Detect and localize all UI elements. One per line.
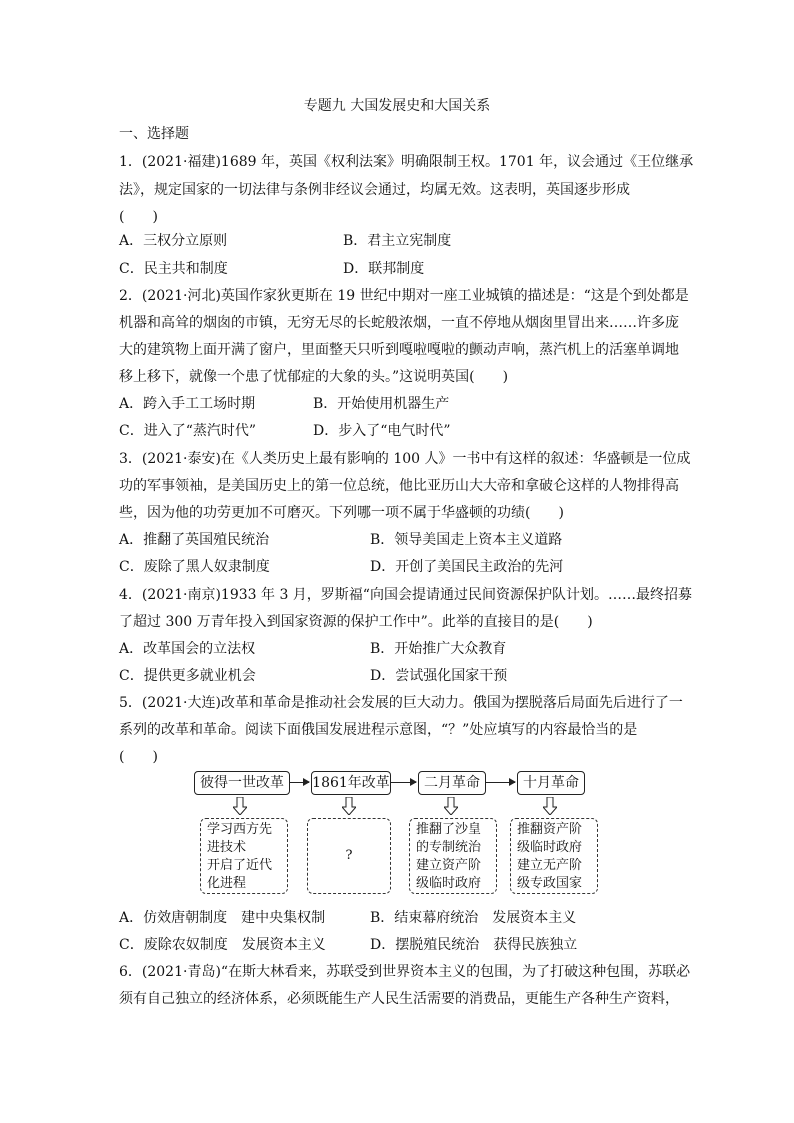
- question-4-line-1: 4．(2021·南京)1933 年 3 月，罗斯福“向国会提请通过民间资源保护队计划。……最终招募: [119, 587, 692, 603]
- question-3-option-d: D．开创了美国民主政治的先河: [370, 559, 564, 575]
- question-2-line-3: 大的建筑物上面开满了窗户，里面整天只听到嘎啦嘎啦的颤动声响，蒸汽机上的活塞单调地: [119, 342, 679, 358]
- russia-development-diagram: [190, 771, 610, 901]
- arrow-down-icon: [233, 797, 247, 815]
- question-5-option-c: C．废除农奴制度 发展资本主义: [119, 937, 326, 953]
- question-3-option-b: B．领导美国走上资本主义道路: [370, 532, 563, 548]
- question-4-option-a: A．改革国会的立法权: [119, 641, 256, 657]
- stage-box-1861: 1861年改革: [311, 771, 391, 795]
- note-box-october: 推翻资产阶 级临时政府 建立无产阶 级专政国家: [510, 818, 598, 894]
- question-3-option-c: C．废除了黑人奴隶制度: [119, 559, 270, 575]
- question-1-option-a: A．三权分立原则: [119, 233, 228, 249]
- question-1-option-b: B．君主立宪制度: [343, 233, 452, 249]
- arrow-right-icon: [390, 782, 416, 783]
- question-1-line-3: ( ): [119, 209, 158, 225]
- question-2-option-a: A．跨入手工工场时期: [119, 396, 256, 412]
- question-2-option-c: C．进入了“蒸汽时代”: [119, 423, 257, 439]
- question-1-line-1: 1．(2021·福建)1689 年，英国《权利法案》明确限制王权。1701 年，议会通过《王位继承: [119, 154, 694, 170]
- question-6-line-1: 6．(2021·青岛)“在斯大林看来，苏联受到世界资本主义的包围，为了打破这种包围，苏联必: [119, 964, 691, 980]
- question-4-option-d: D．尝试强化国家干预: [370, 668, 508, 684]
- stage-box-peter: 彼得一世改革: [194, 771, 290, 795]
- arrow-right-icon: [289, 782, 309, 783]
- question-4-option-c: C．提供更多就业机会: [119, 668, 256, 684]
- question-1-line-2: 法》，规定国家的一切法律与条例非经议会通过，均属无效。这表明，英国逐步形成: [119, 182, 630, 198]
- question-2-line-1: 2．(2021·河北)英国作家狄更斯在 19 世纪中期对一座工业城镇的描述是：“这是个到处都是: [119, 288, 689, 304]
- question-6-line-2: 须有自己独立的经济体系，必须既能生产人民生活需要的消费品，更能生产各种生产资料，: [119, 991, 679, 1007]
- question-3-line-3: 些，因为他的功劳更加不可磨灭。下列哪一项不属于华盛顿的功绩( ): [119, 505, 564, 521]
- arrow-down-icon: [342, 797, 356, 815]
- question-4-line-2: 了超过 300 万青年投入到国家资源的保护工作中”。此举的直接目的是( ): [119, 614, 593, 630]
- question-1-option-c: C．民主共和制度: [119, 261, 228, 277]
- question-5-line-2: 系列的改革和革命。阅读下面俄国发展进程示意图，“？”处应填写的内容最恰当的是: [119, 722, 638, 738]
- note-box-peter: 学习西方先 进技术 开启了近代 化进程: [200, 818, 288, 894]
- question-5-option-b: B．结束幕府统治 发展资本主义: [370, 910, 577, 926]
- question-5-option-d: D．摆脱殖民统治 获得民族独立: [370, 937, 578, 953]
- note-box-unknown: ?: [307, 818, 391, 894]
- question-3-line-1: 3．(2021·泰安)在《人类历史上最有影响的 100 人》一书中有这样的叙述：华盛顿是一位成: [119, 451, 691, 467]
- arrow-down-icon: [543, 797, 557, 815]
- question-2-option-d: D．步入了“电气时代”: [313, 423, 451, 439]
- question-2-line-2: 机器和高耸的烟囱的市镇，无穷无尽的长蛇般浓烟，一直不停地从烟囱里冒出来……许多庞: [119, 315, 679, 331]
- question-5-line-1: 5．(2021·大连)改革和革命是推动社会发展的巨大动力。俄国为摆脱落后局面先后进行了一: [119, 695, 683, 711]
- arrow-down-icon: [444, 797, 458, 815]
- question-2-line-4: 移上移下，就像一个患了忧郁症的大象的头。”这说明英国( ): [119, 369, 509, 385]
- page-title: 专题九 大国发展史和大国关系: [303, 98, 491, 114]
- section-heading: 一、选择题: [119, 126, 189, 142]
- question-4-option-b: B．开始推广大众教育: [370, 641, 507, 657]
- question-3-line-2: 功的军事领袖，是美国历史上的第一位总统，他比亚历山大大帝和拿破仑这样的人物排得高: [119, 478, 679, 494]
- stage-box-october: 十月革命: [517, 771, 585, 795]
- question-2-option-b: B．开始使用机器生产: [313, 396, 450, 412]
- question-5-line-3: ( ): [119, 749, 158, 765]
- arrow-right-icon: [485, 782, 515, 783]
- question-5-option-a: A．仿效唐朝制度 建中央集权制: [119, 910, 326, 926]
- stage-box-february: 二月革命: [418, 771, 486, 795]
- question-1-option-d: D．联邦制度: [343, 261, 425, 277]
- question-3-option-a: A．推翻了英国殖民统治: [119, 532, 270, 548]
- note-box-february: 推翻了沙皇 的专制统治 建立资产阶 级临时政府: [409, 818, 497, 894]
